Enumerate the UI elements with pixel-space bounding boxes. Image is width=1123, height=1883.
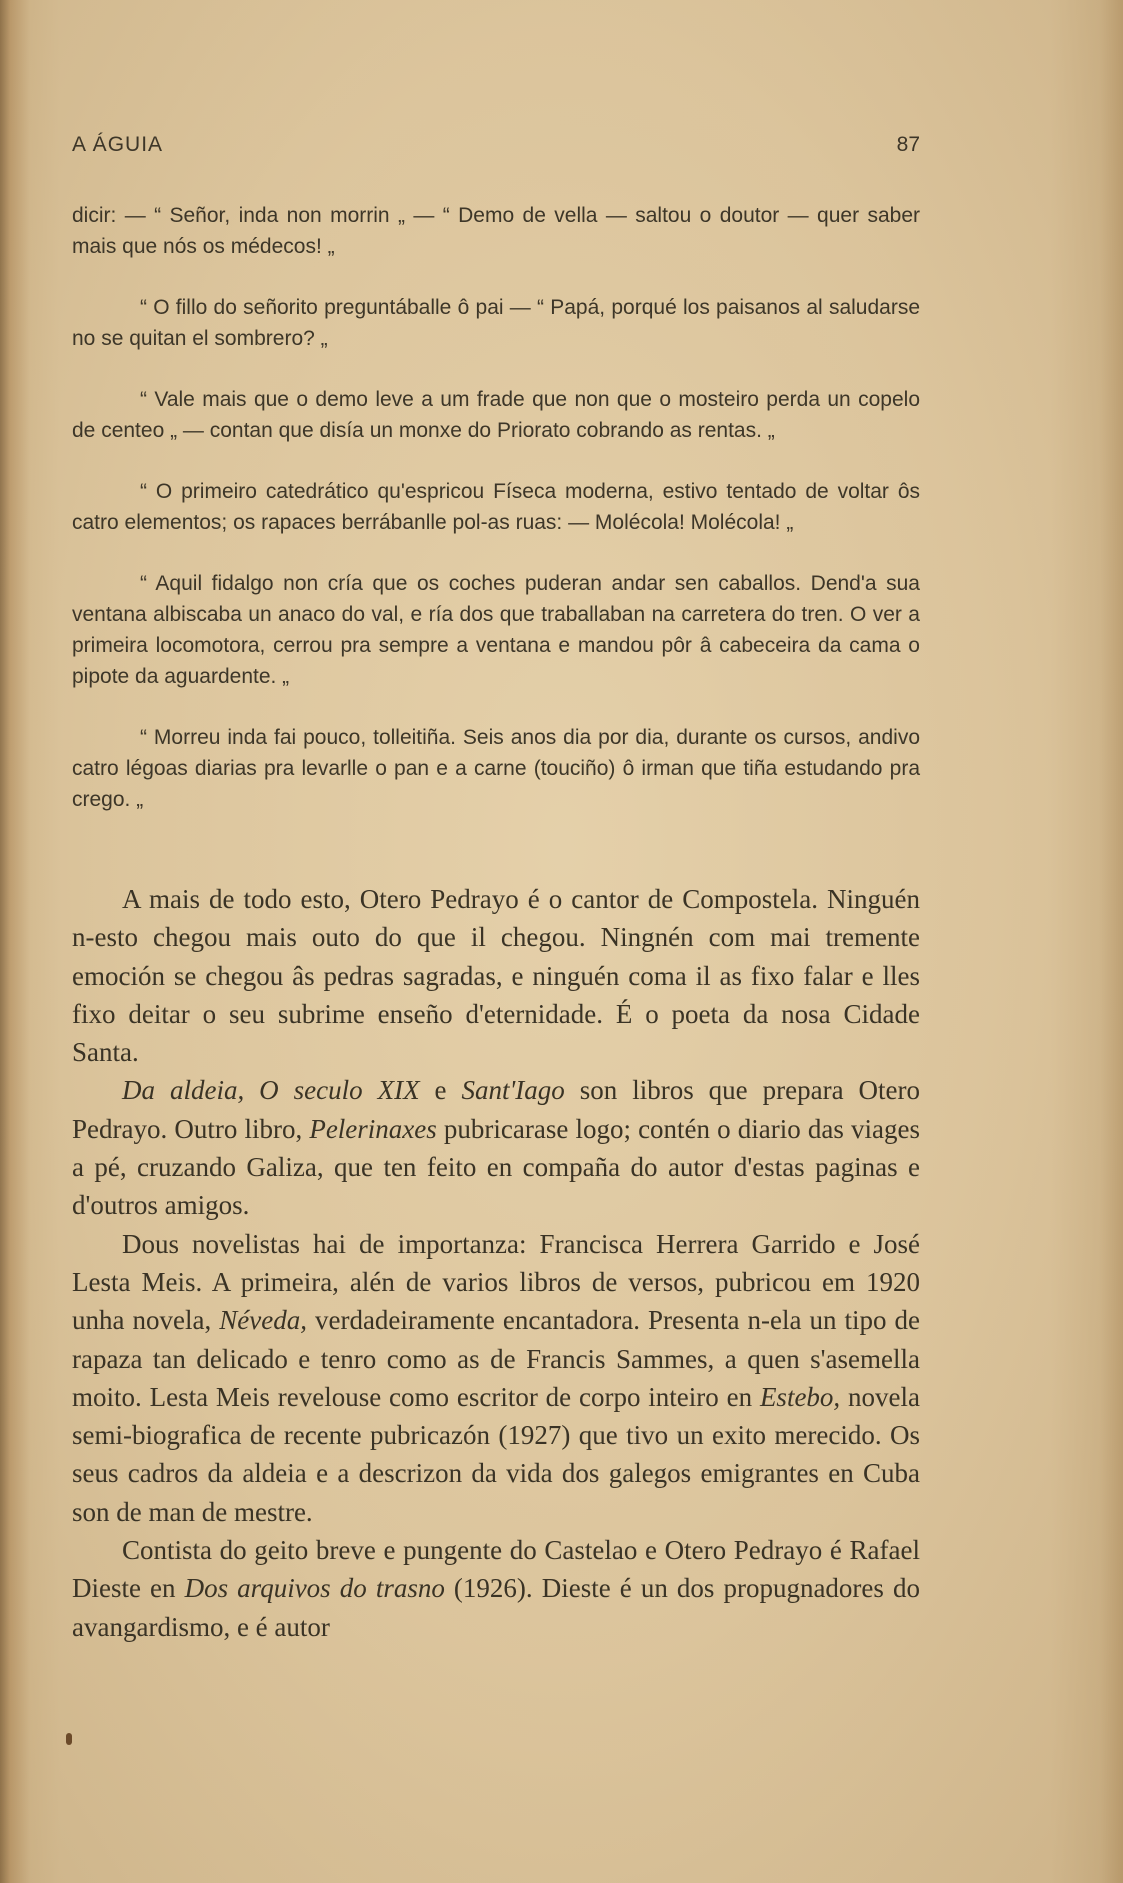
body-text <box>72 880 920 1646</box>
quote-paragraph: “ Vale mais que o demo leve a um frade que non que o mosteiro perda un copelo de centeo „ — contan que disía un monxe do Priorato cobrando as rentas. „ <box>72 388 920 442</box>
quote-paragraph: “ Morreu inda fai pouco, tolleitiña. Seis anos dia por dia, durante os cursos, andivo catro légoas diarias pra levarlle o pan e a carne (touciño) ô irman que tiña estudando pra crego. „ <box>72 726 920 811</box>
book-title: Sant'Iago <box>461 1075 565 1106</box>
body-text-run: e <box>419 1075 462 1106</box>
body-paragraph <box>72 880 920 1071</box>
ink-mark <box>66 1733 72 1745</box>
body-text-run: Dous novelistas hai de importanza: Francisca Herrera Garrido e José Lesta Meis. A primeira, alén de varios libros de versos, pubricou em 1920 unha novela, <box>72 1228 920 1336</box>
body-text-run: verdadeiramente encantadora. Presenta n-ela un tipo de rapaza tan delicado e tenro como as de Francis Sammes, a quen s'asemella moito. Lesta Meis revelouse como escritor de corpo inteiro en <box>72 1305 921 1412</box>
body-text-run: novela semi-biografica de recente pubricazón (1927) que tivo un exito merecido. Os seus cadros da aldeia e a descrizon da vida dos galegos emigrantes en Cuba son de man de mestre. <box>72 1381 920 1527</box>
body-paragraph <box>72 1071 920 1224</box>
body-paragraph <box>72 1225 920 1531</box>
body-paragraph <box>72 1531 920 1646</box>
body-text-run: Contista do geito breve e pungente do Castelao e Otero Pedrayo é Rafael Dieste en <box>72 1535 920 1604</box>
page-header <box>72 133 920 163</box>
book-title: Pelerinaxes <box>309 1113 437 1144</box>
quote-paragraph: “ O primeiro catedrático qu'espricou Físeca moderna, estivo tentado de voltar ôs catro elementos; os rapaces berrábanlle pol-as ruas: — Molécola! Molécola! „ <box>72 480 920 534</box>
book-title: Dos arquivos do trasno <box>184 1573 445 1604</box>
quote-paragraph: “ O fillo do señorito preguntáballe ô pai — “ Papá, porqué los paisanos al saludarse no se quitan el sombrero? „ <box>72 296 920 350</box>
book-title: Néveda, <box>219 1305 307 1336</box>
quotes-section <box>72 200 920 845</box>
book-title: O seculo XIX <box>259 1075 420 1106</box>
body-text-run: A mais de todo esto, Otero Pedrayo é o cantor de Compostela. Ninguén n-esto chegou mais outo do que il chegou. Ningnén com mai tremente emoción se chegou âs pedras sagradas, e ninguén coma il as fixo falar e lles fixo deitar o seu subrime enseño d'eternidade. É o poeta da nosa Cidade Santa. <box>72 884 920 1068</box>
book-title: Da aldeia, <box>122 1075 245 1106</box>
running-head: A ÁGUIA <box>72 133 164 156</box>
body-text-run: son libros que prepara Otero Pedrayo. Outro libro, <box>72 1075 920 1144</box>
quote-paragraph: dicir: — “ Señor, inda non morrin „ — “ Demo de vella — saltou o doutor — quer saber mais que nós os médecos! „ <box>72 204 920 258</box>
book-title: Estebo, <box>759 1381 841 1412</box>
body-text-run: (1926). Dieste é un dos propugnadores do avangardismo, e é autor <box>72 1573 920 1642</box>
quote-paragraph: “ Aquil fidalgo non cría que os coches puderan andar sen caballos. Dend'a sua ventana albiscaba un anaco do val, e ría dos que traballaban na carretera do tren. O ver a primeira locomotora, cerrou pra sempre a ventana e mandou pôr â cabeceira da cama o pipote da aguardente. „ <box>72 572 920 688</box>
body-text-run: pubricarase logo; contén o diario das viages a pé, cruzando Galiza, que ten feito en compaña do autor d'estas paginas e d'outros amigos. <box>72 1113 920 1221</box>
page-number: 87 <box>896 133 920 156</box>
